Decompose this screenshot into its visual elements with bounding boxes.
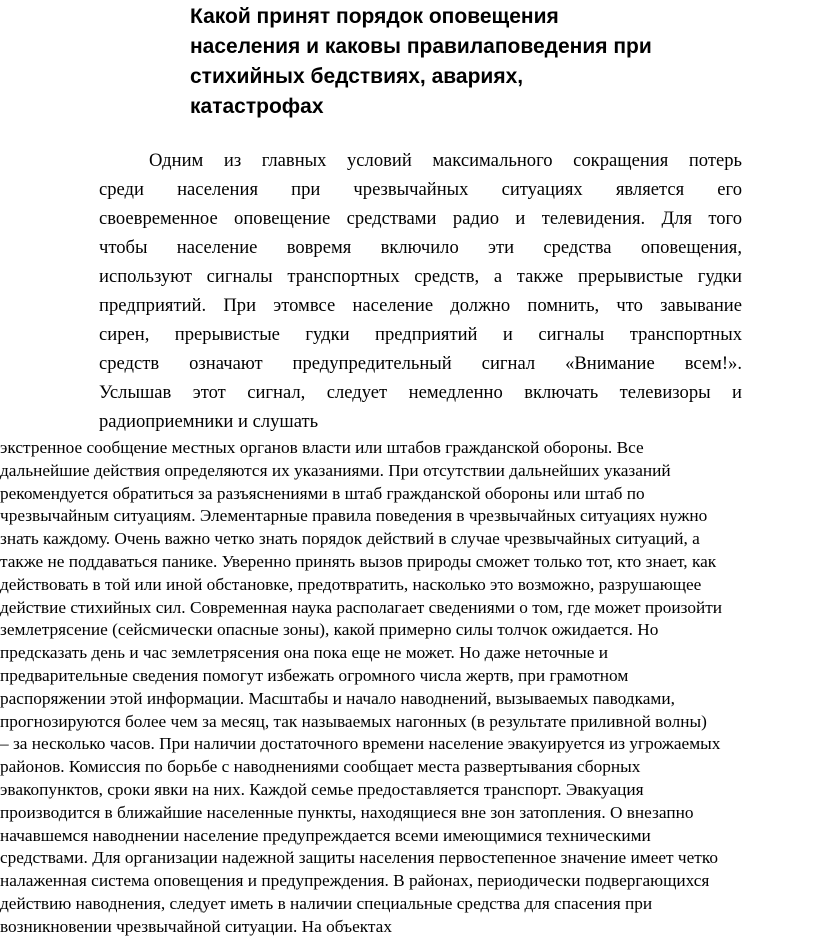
paragraph-line: землетрясение (сейсмически опасные зоны), какой примерно силы толчок ожидается. Но <box>0 620 659 640</box>
paragraph-line: начавшемся наводнении население предупреждается всеми имеющимися техническими <box>0 825 651 845</box>
paragraph-line: чтобы население вовремя включило эти средства оповещения, <box>99 237 742 258</box>
paragraph-line: предсказать день и час землетрясения она пока еще не может. Но даже неточные и <box>0 643 608 663</box>
paragraph-line: производится в ближайшие населенные пункты, находящиеся вне зон затопления. О внезапно <box>0 802 694 822</box>
paragraph-line: налаженная система оповещения и предупреждения. В районах, периодически подвергающихся <box>0 871 710 891</box>
paragraph-line: районов. Комиссия по борьбе с наводнениями сообщает места развертывания сборных <box>0 757 641 777</box>
paragraph-line: знать каждому. Очень важно четко знать порядок действий в случае чрезвычайных ситуаций, а <box>0 529 700 549</box>
paragraph-line: – за несколько часов. При наличии достаточного времени население эвакуируется из угрожаемых <box>0 734 721 754</box>
paragraph-line: дальнейшие действия определяются их указаниями. При отсутствии дальнейших указаний <box>0 460 671 480</box>
paragraph-line: действие стихийных сил. Современная наука располагает сведениями о том, где может произойти <box>0 597 723 617</box>
body-paragraph <box>0 437 812 939</box>
paragraph-line: Одним из главных условий максимального сокращения потерь <box>149 150 742 171</box>
paragraph-line: экстренное сообщение местных органов власти или штабов гражданской обороны. Все <box>0 438 644 457</box>
title-line: катастрофах <box>190 95 324 118</box>
paragraph-line: используют сигналы транспортных средств, а также прерывистые гудки <box>99 266 742 287</box>
paragraph-line: предварительные сведения помогут избежать огромного числа жертв, при грамотном <box>0 665 629 685</box>
paragraph-line: предприятий. При этомвсе население должно помнить, что завывание <box>99 295 742 316</box>
paragraph-line: Услышав этот сигнал, следует немедленно включать телевизоры и <box>99 382 742 403</box>
intro-paragraph <box>99 146 742 436</box>
paragraph-line: возникновении чрезвычайной ситуации. На объектах <box>0 916 392 936</box>
title-line: стихийных бедствиях, авариях, <box>190 65 524 88</box>
paragraph-line: рекомендуется обратиться за разъяснениями в штаб гражданской обороны или штаб по <box>0 483 645 503</box>
paragraph-line: средств означают предупредительный сигнал «Внимание всем!». <box>99 353 742 374</box>
page-title <box>190 2 750 122</box>
paragraph-line: радиоприемники и слушать <box>99 411 319 432</box>
paragraph-line: чрезвычайным ситуациям. Элементарные правила поведения в чрезвычайных ситуациях нужно <box>0 506 708 526</box>
paragraph-line: действию наводнения, следует иметь в наличии специальные средства для спасения при <box>0 893 653 913</box>
title-line: населения и каковы правилаповедения при <box>190 35 652 58</box>
paragraph-line: действовать в той или иной обстановке, предотвратить, насколько это возможно, разрушающее <box>0 574 702 594</box>
paragraph-line: распоряжении этой информации. Масштабы и начало наводнений, вызываемых паводками, <box>0 688 675 708</box>
paragraph-line: также не поддаваться панике. Уверенно принять вызов природы сможет только тот, кто знает, как <box>0 551 717 571</box>
paragraph-line: среди населения при чрезвычайных ситуациях является его <box>99 179 742 200</box>
paragraph-line: эвакопунктов, сроки явки на них. Каждой семье предоставляется транспорт. Эвакуация <box>0 779 644 799</box>
paragraph-line: прогнозируются более чем за месяц, так называемых нагонных (в результате приливной волны) <box>0 711 707 731</box>
title-line: Какой принят порядок оповещения <box>190 5 559 28</box>
paragraph-line: средствами. Для организации надежной защиты населения первостепенное значение имеет четко <box>0 848 719 868</box>
paragraph-line: своевременное оповещение средствами радио и телевидения. Для того <box>99 208 742 229</box>
paragraph-line: сирен, прерывистые гудки предприятий и сигналы транспортных <box>99 324 742 345</box>
